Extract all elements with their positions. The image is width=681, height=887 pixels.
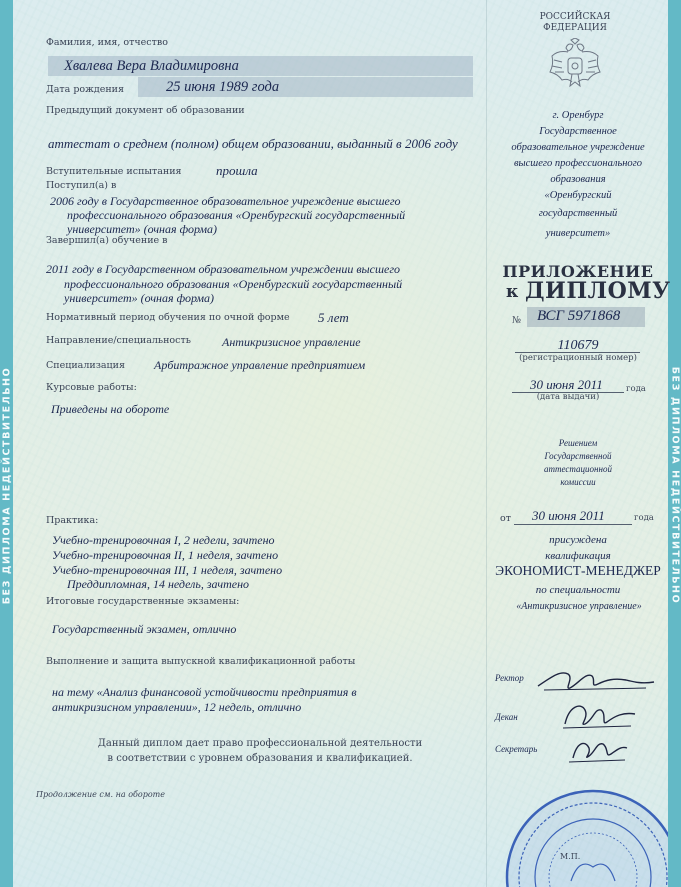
institution-line: образовательное учреждение: [511, 142, 645, 153]
institution-line: образования: [550, 174, 606, 185]
from-label: от: [500, 513, 511, 524]
qualification-label: квалификация: [545, 550, 611, 562]
title-k: к: [506, 282, 519, 302]
coursework-value: Приведены на обороте: [51, 402, 170, 416]
practice-item: Преддипломная, 14 недель, зачтено: [67, 577, 250, 591]
right-rail-text: БЕЗ ДИПЛОМА НЕДЕЙСТВИТЕЛЬНО: [669, 366, 681, 605]
reg-number-label: (регистрационный номер): [519, 353, 637, 363]
left-rail-text: БЕЗ ДИПЛОМА НЕДЕЙСТВИТЕЛЬНО: [1, 366, 13, 605]
title-line-1: ПРИЛОЖЕНИЕ: [502, 262, 654, 281]
admitted-line-3: университет» (очная форма): [67, 222, 217, 236]
institution-line: государственный: [538, 208, 618, 219]
admitted-label: Поступил(а) в: [46, 180, 117, 191]
country-line-1: РОССИЙСКАЯ: [539, 12, 611, 22]
decision-date: 30 июня 2011: [532, 508, 605, 523]
secretary-label: Секретарь: [495, 744, 538, 754]
reg-number: 110679: [557, 338, 599, 353]
rights-line-2: в соответствии с уровнем образования и квалификацией.: [107, 753, 413, 764]
official-seal: [505, 785, 668, 887]
decision-line: Решением: [558, 438, 598, 448]
rector-signature: [530, 660, 660, 700]
decision-year-suffix: года: [634, 513, 654, 523]
thesis-line-2: антикризисном управлении», 12 недель, отлично: [52, 700, 302, 714]
seal-label: М.П.: [560, 852, 581, 861]
admitted-line-1: 2006 году в Государственное образовательное учреждение высшего: [50, 194, 401, 208]
thesis-line-1: на тему «Анализ финансовой устойчивости предприятия в: [52, 685, 357, 699]
rights-line-1: Данный диплом дает право профессиональной деятельности: [97, 738, 423, 749]
decision-line: Государственной: [544, 451, 612, 461]
practice-item: Учебно-тренировочная II, 1 неделя, зачтено: [52, 548, 279, 562]
birth-date-label: Дата рождения: [46, 84, 124, 95]
practice-label: Практика:: [46, 515, 99, 526]
period-value: 5 лет: [318, 310, 349, 325]
secretary-signature: [565, 732, 635, 768]
birth-date-value: 25 июня 1989 года: [166, 79, 280, 95]
dean-label: Декан: [495, 712, 518, 722]
name-value: Хвалева Вера Владимировна: [64, 58, 239, 74]
decision-date-line: [514, 524, 632, 525]
title-line-2: ДИПЛОМУ: [525, 278, 671, 304]
completed-line-3: университет» (очная форма): [64, 291, 214, 305]
institution-line: г. Оренбург: [552, 110, 604, 121]
decision-line: аттестационной: [544, 464, 612, 474]
entrance-label: Вступительные испытания: [46, 166, 182, 177]
issue-date-label: (дата выдачи): [536, 392, 600, 402]
completed-label: Завершил(а) обучение в: [46, 235, 168, 246]
coat-of-arms-emblem: [546, 38, 604, 94]
institution-line: Государственное: [539, 126, 617, 137]
thesis-label: Выполнение и защита выпускной квалификационной работы: [46, 656, 356, 667]
specialization-label: Специализация: [46, 360, 125, 371]
admitted-line-2: профессионального образования «Оренбургский государственный: [67, 208, 406, 222]
direction-value: Антикризисное управление: [222, 335, 361, 349]
number-prefix: №: [512, 315, 521, 326]
completed-line-1: 2011 году в Государственном образовательном учреждении высшего: [46, 262, 401, 276]
institution-line: высшего профессионального: [513, 158, 643, 169]
rector-label: Ректор: [495, 673, 524, 683]
column-divider: [486, 0, 487, 887]
by-specialty-label: по специальности: [535, 584, 621, 596]
diploma-number: ВСГ 5971868: [537, 308, 621, 324]
coursework-label: Курсовые работы:: [46, 382, 137, 393]
issue-date: 30 июня 2011: [530, 377, 603, 392]
specialization-value: Арбитражное управление предприятием: [154, 358, 366, 372]
prev-doc-label: Предыдущий документ об образовании: [46, 105, 245, 116]
direction-label: Направление/специальность: [46, 335, 191, 346]
name-label: Фамилия, имя, отчество: [46, 37, 168, 48]
awarded-label: присуждена: [549, 534, 607, 546]
qualification-value: ЭКОНОМИСТ-МЕНЕДЖЕР: [495, 563, 661, 578]
issue-year-suffix: года: [626, 384, 646, 394]
decision-line: комиссии: [560, 477, 596, 487]
specialty-value: «Антикризисное управление»: [516, 601, 642, 612]
prev-doc-value: аттестат о среднем (полном) общем образовании, выданный в 2006 году: [48, 136, 458, 151]
exams-value: Государственный экзамен, отлично: [52, 622, 237, 636]
institution-line: «Оренбургский: [544, 190, 612, 201]
continued-label: Продолжение см. на обороте: [36, 790, 165, 799]
dean-signature: [555, 696, 645, 736]
country-line-2: ФЕДЕРАЦИЯ: [543, 23, 607, 33]
practice-item: Учебно-тренировочная I, 2 недели, зачтено: [52, 533, 275, 547]
practice-item: Учебно-тренировочная III, 1 неделя, зачтено: [52, 563, 283, 577]
exams-label: Итоговые государственные экзамены:: [46, 596, 240, 607]
period-label: Нормативный период обучения по очной форме: [46, 312, 290, 323]
completed-line-2: профессионального образования «Оренбургский государственный: [64, 277, 403, 291]
institution-line: университет»: [545, 228, 611, 239]
entrance-value: прошла: [216, 163, 258, 178]
